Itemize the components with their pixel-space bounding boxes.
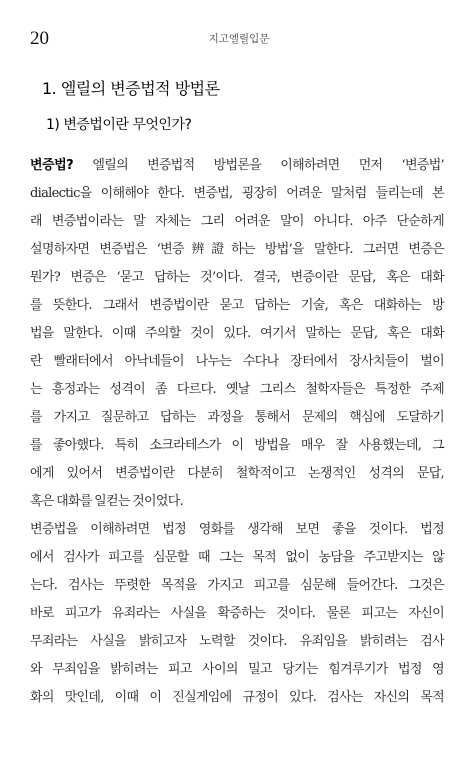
running-header: 지고엘릴입문 [208,33,270,45]
text-line [30,432,444,460]
text-line-content: 변증법을 이해하려면 법정 영화를 생각해 보면 좋을 것이다. 법정 [30,522,444,537]
text-line [30,572,444,600]
text-line-content: 에서 검사가 피고를 심문할 때 그는 목적 없이 농담을 주고받지는 않 [30,550,444,565]
chapter-title: 1. 엘릴의 변증법적 방법론 [42,79,220,98]
text-line-content: 뭔가? 변증은 ‘묻고 답하는 것’이다. 결국, 변증이란 문답, 혹은 대화 [30,270,444,285]
text-line-content: 법을 말한다. 이때 주의할 것이 있다. 여기서 말하는 문답, 혹은 대화 [30,326,444,341]
text-line-content: 에게 있어서 변증법이란 다분히 철학적이고 논쟁적인 성격의 문답, [30,466,444,481]
text-line [30,404,444,432]
text-line-content: 는다. 검사는 뚜렷한 목적을 가지고 피고를 심문해 들어간다. 그것은 [30,578,444,593]
text-line [30,460,444,488]
text-line-content: 를 뜻한다. 그래서 변증법이란 묻고 답하는 기술, 혹은 대화하는 방 [30,298,444,313]
text-line [30,264,444,292]
text-line-content: 란 빨래터에서 아낙네들이 나누는 수다나 장터에서 장사치들이 벌이 [30,354,444,369]
text-line [30,488,444,516]
text-line [30,208,444,236]
text-line-content: 무죄라는 사실을 밝히고자 노력할 것이다. 유죄임을 밝히려는 검사 [30,634,444,649]
text-line-content: 화의 맛인데, 이때 이 진실게임에 규정이 있다. 검사는 자신의 목적 [30,690,444,705]
text-line-content: 래 변증법이라는 말 자체는 그리 어려운 말이 아니다. 아주 단순하게 [30,214,444,229]
body-text [30,152,444,712]
text-line [30,236,444,264]
text-line [30,600,444,628]
text-line-content: 를 좋아했다. 특히 소크라테스가 이 방법을 매우 잘 사용했는데, 그 [30,438,444,453]
text-line [30,628,444,656]
text-line [30,348,444,376]
text-line [30,376,444,404]
text-line-content: 는 흥정과는 성격이 좀 다르다. 옛날 그리스 철학자들은 특정한 주제 [30,382,444,397]
text-line [30,180,444,208]
lead-term: 변증법? [30,158,74,173]
text-line [30,292,444,320]
text-line-content: 와 무죄임을 밝히려는 피고 사이의 밀고 당기는 힘겨루기가 법정 영 [30,662,444,677]
text-line-content: 를 가지고 질문하고 답하는 과정을 통해서 문제의 핵심에 도달하기 [30,410,444,425]
text-line [30,684,444,712]
text-line [30,544,444,572]
page-number: 20 [30,28,49,49]
text-line [30,320,444,348]
text-line-content: 엘릴의 변증법적 방법론을 이해하려면 먼저 ‘변증법’ [73,158,444,173]
text-line-content: dialectic을 이해해야 한다. 변증법, 굉장히 어려운 말처럼 들리는데 본 [30,186,444,201]
text-line [30,516,444,544]
text-line-content: 혹은 대화를 일컫는 것이었다. [30,494,184,509]
text-line [30,152,444,180]
section-title: 1) 변증법이란 무엇인가? [46,117,192,133]
text-line [30,656,444,684]
text-line-content: 설명하자면 변증법은 ‘변증辨證하는 방법’을 말한다. 그러면 변증은 [30,242,444,257]
text-line-content: 바로 피고가 유죄라는 사실을 확증하는 것이다. 물론 피고는 자신이 [30,606,444,621]
